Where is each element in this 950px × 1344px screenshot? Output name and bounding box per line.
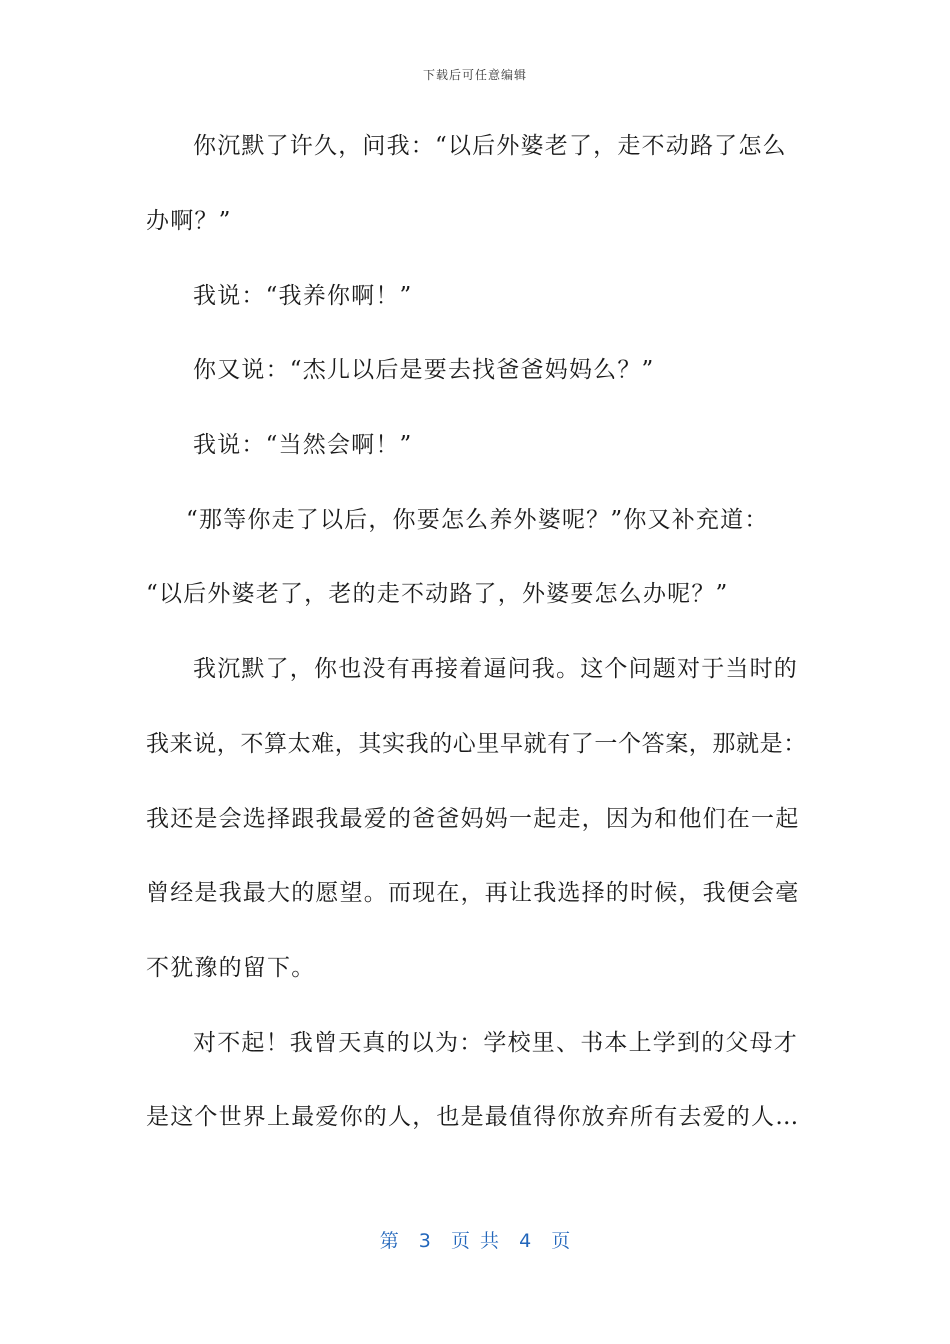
text-line: “以后外婆老了，老的走不动路了，外婆要怎么办呢？” (146, 581, 729, 607)
text-line: 办啊？” (146, 208, 232, 234)
text-line: 你又说：“杰儿以后是要去找爸爸妈妈么？” (193, 357, 655, 383)
page-header: 下载后可任意编辑 (422, 68, 527, 82)
text-line: 曾经是我最大的愿望。而现在，再让我选择的时候，我便会毫 (146, 880, 800, 906)
text-line: 不犹豫的留下。 (146, 955, 316, 981)
text-line: 对不起！我曾天真的以为：学校里、书本上学到的父母才 (193, 1030, 798, 1056)
page-number: 第 3 页 共 4 页 (379, 1230, 571, 1252)
text-line: 我还是会选择跟我最爱的爸爸妈妈一起走，因为和他们在一起 (146, 806, 800, 832)
text-line: 我来说，不算太难，其实我的心里早就有了一个答案，那就是： (146, 731, 807, 757)
page-footer (0, 1226, 950, 1253)
text-line: “那等你走了以后，你要怎么养外婆呢？”你又补充道： (186, 507, 769, 533)
text-line: 你沉默了许久，问我：“以后外婆老了，走不动路了怎么 (193, 133, 787, 159)
text-line: 是这个世界上最爱你的人，也是最值得你放弃所有去爱的人… (146, 1104, 800, 1130)
text-line: 我沉默了，你也没有再接着逼问我。这个问题对于当时的 (193, 656, 798, 682)
text-line: 我说：“当然会啊！” (193, 432, 413, 458)
text-line: 我说：“我养你啊！” (193, 283, 413, 309)
